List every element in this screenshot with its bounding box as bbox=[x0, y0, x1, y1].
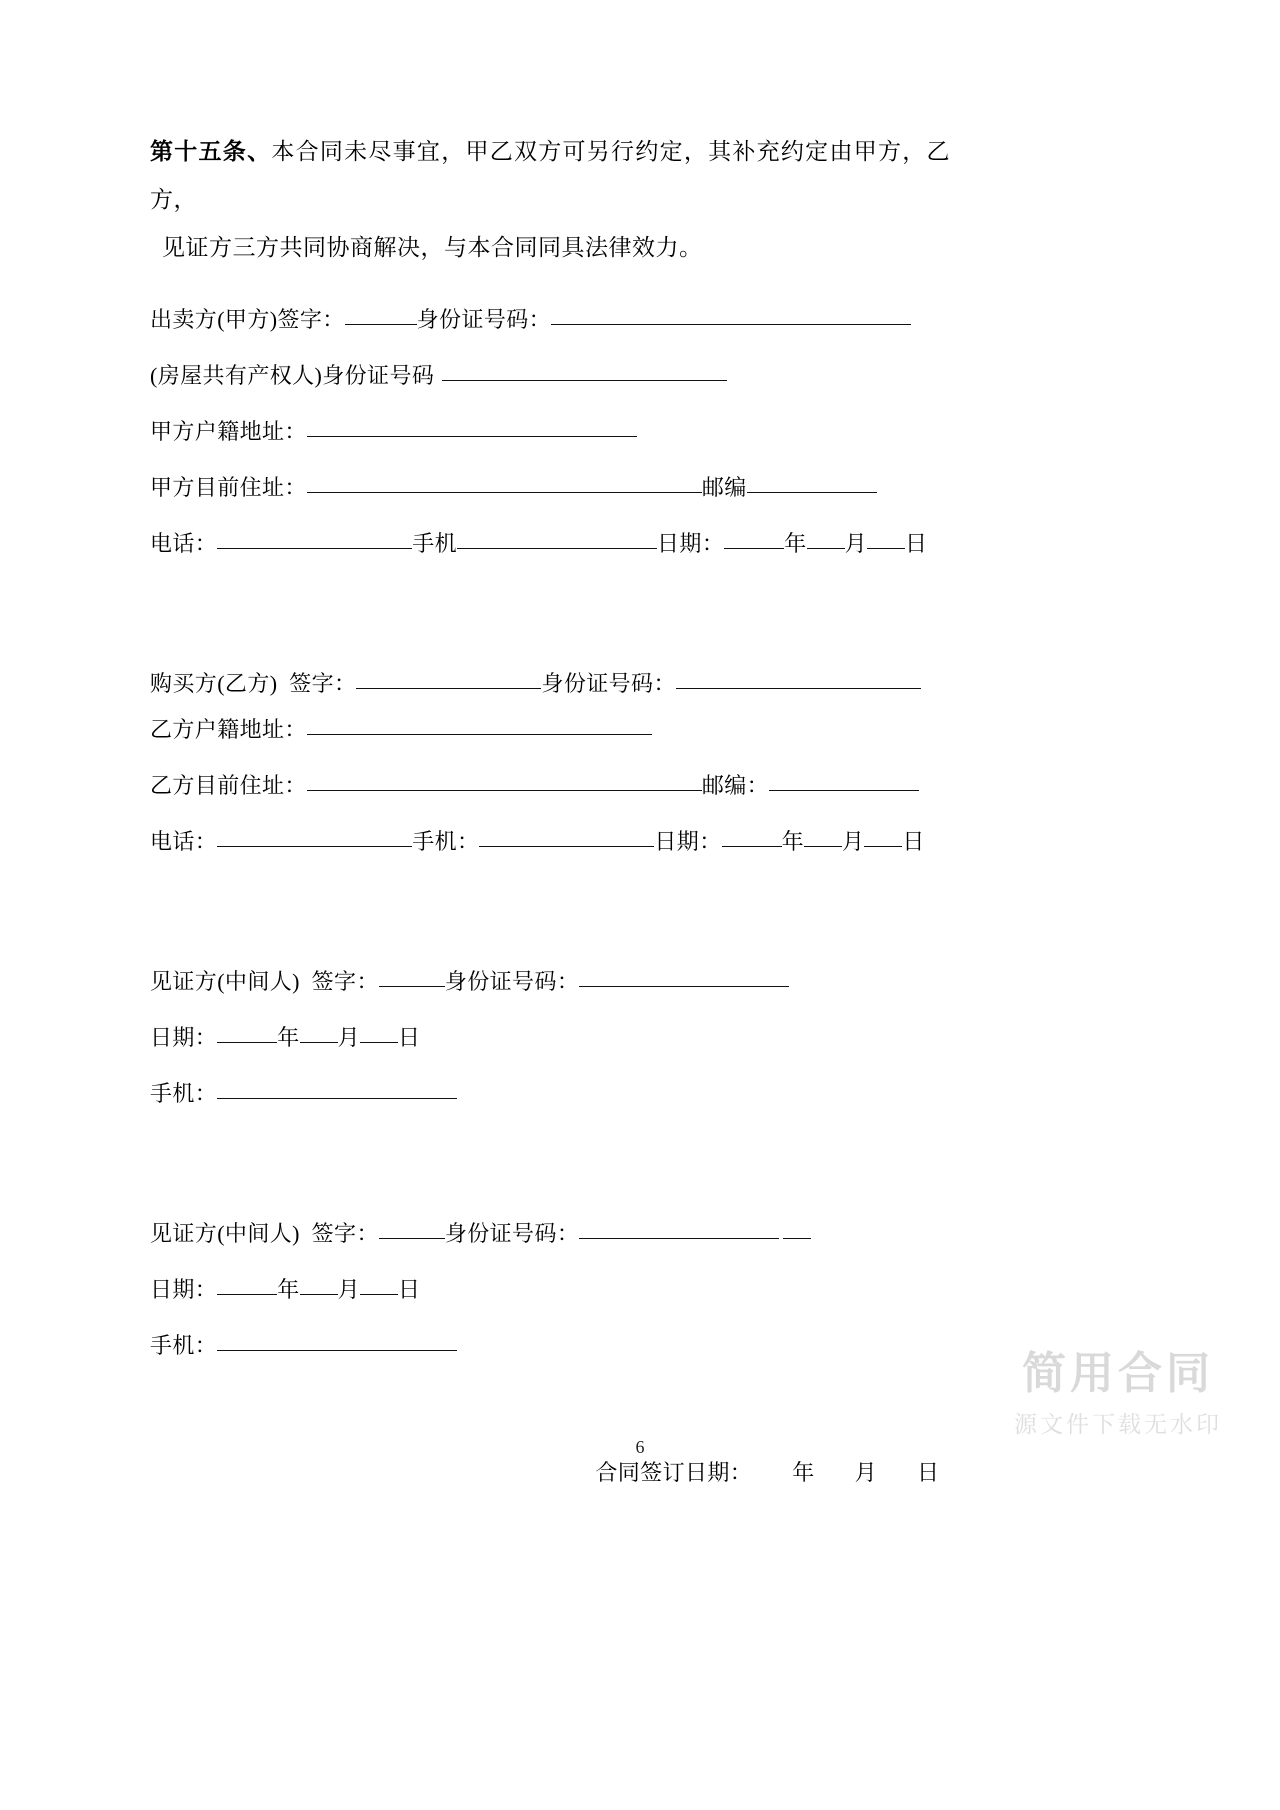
witness-two-date-year-blank[interactable] bbox=[217, 1272, 277, 1295]
seller-current-address-label: 甲方目前住址： bbox=[150, 475, 307, 500]
buyer-signature-label: 购买方(乙方) 签字： bbox=[150, 671, 357, 696]
seller-hukou-blank[interactable] bbox=[307, 414, 637, 437]
witness-two-date-month-label: 月 bbox=[337, 1277, 361, 1302]
witness-two-signature-row bbox=[150, 1214, 950, 1254]
witness-two-id-label: 身份证号码： bbox=[444, 1221, 580, 1246]
buyer-date-month-label: 月 bbox=[842, 829, 865, 854]
watermark-subtitle: 源文件下载无水印 bbox=[1014, 1412, 1222, 1438]
clause-fifteen-line1: 本合同未尽事宜，甲乙双方可另行约定，其补充约定由甲方，乙方， bbox=[150, 139, 950, 212]
contract-sign-date-label: 合同签订日期： bbox=[595, 1460, 753, 1485]
buyer-mobile-blank[interactable] bbox=[479, 824, 654, 847]
seller-mobile-blank[interactable] bbox=[457, 526, 657, 549]
buyer-tel-label: 电话： bbox=[150, 829, 218, 854]
witness-one-id-label: 身份证号码： bbox=[444, 969, 580, 994]
buyer-hukou-blank[interactable] bbox=[307, 712, 652, 735]
seller-id-blank[interactable] bbox=[551, 302, 911, 325]
witness-two-id-blank-extra[interactable] bbox=[783, 1216, 811, 1239]
seller-id-label: 身份证号码： bbox=[416, 307, 552, 332]
clause-fifteen-lead: 第十五条、 bbox=[150, 139, 272, 164]
witness-two-mobile-label: 手机： bbox=[150, 1333, 218, 1358]
witness-two-date-row bbox=[150, 1270, 950, 1310]
seller-tel-blank[interactable] bbox=[217, 526, 412, 549]
watermark-brand: 简用合同 bbox=[1022, 1348, 1214, 1399]
witness-one-date-year-label: 年 bbox=[277, 1025, 300, 1050]
seller-signature-block bbox=[150, 300, 950, 564]
buyer-date-day-blank[interactable] bbox=[864, 824, 902, 847]
seller-mobile-label: 手机 bbox=[412, 531, 458, 556]
spacer-witness-one-two bbox=[150, 1130, 950, 1186]
witness-one-signature-blank[interactable] bbox=[379, 964, 445, 987]
seller-signature-row bbox=[150, 300, 950, 340]
seller-hukou-label: 甲方户籍地址： bbox=[150, 419, 307, 444]
buyer-signature-row bbox=[150, 664, 950, 704]
buyer-signature-block bbox=[150, 664, 950, 862]
witness-two-date-year-label: 年 bbox=[277, 1277, 300, 1302]
witness-one-date-day-blank[interactable] bbox=[360, 1020, 398, 1043]
seller-date-day-label: 日 bbox=[905, 531, 928, 556]
witness-one-date-day-label: 日 bbox=[398, 1025, 421, 1050]
seller-date-year-label: 年 bbox=[784, 531, 807, 556]
contract-sign-date-year: 年 bbox=[792, 1460, 815, 1485]
co-owner-id-row bbox=[150, 356, 950, 396]
seller-current-address-blank[interactable] bbox=[307, 470, 702, 493]
witness-two-mobile-blank[interactable] bbox=[217, 1328, 457, 1351]
witness-one-signature-label: 见证方(中间人) 签字： bbox=[150, 969, 379, 994]
buyer-mobile-label: 手机： bbox=[412, 829, 480, 854]
buyer-hukou-label: 乙方户籍地址： bbox=[150, 717, 307, 742]
witness-two-signature-label: 见证方(中间人) 签字： bbox=[150, 1221, 379, 1246]
buyer-postcode-blank[interactable] bbox=[769, 768, 919, 791]
witness-two-id-blank[interactable] bbox=[579, 1216, 779, 1239]
seller-date-month-blank[interactable] bbox=[807, 526, 845, 549]
witness-two-date-day-blank[interactable] bbox=[360, 1272, 398, 1295]
witness-one-block bbox=[150, 962, 950, 1114]
seller-date-day-blank[interactable] bbox=[867, 526, 905, 549]
buyer-date-day-label: 日 bbox=[902, 829, 925, 854]
witness-one-date-row bbox=[150, 1018, 950, 1058]
seller-signature-blank[interactable] bbox=[345, 302, 417, 325]
document-content bbox=[150, 128, 950, 1513]
buyer-date-month-blank[interactable] bbox=[804, 824, 842, 847]
seller-contact-row bbox=[150, 524, 950, 564]
watermark bbox=[1014, 1348, 1222, 1438]
seller-postcode-label: 邮编 bbox=[701, 475, 747, 500]
buyer-current-address-row bbox=[150, 766, 950, 806]
witness-one-date-label: 日期： bbox=[150, 1025, 218, 1050]
contract-sign-date-day: 日 bbox=[917, 1460, 940, 1485]
clause-fifteen bbox=[150, 128, 950, 272]
co-owner-id-label: (房屋共有产权人)身份证号码 bbox=[150, 363, 435, 388]
spacer-buyer-witness-one bbox=[150, 878, 950, 934]
buyer-signature-blank[interactable] bbox=[356, 666, 541, 689]
witness-one-date-month-blank[interactable] bbox=[300, 1020, 338, 1043]
seller-date-year-blank[interactable] bbox=[724, 526, 784, 549]
buyer-date-year-blank[interactable] bbox=[722, 824, 782, 847]
buyer-current-address-blank[interactable] bbox=[307, 768, 702, 791]
buyer-contact-row bbox=[150, 822, 950, 862]
buyer-tel-blank[interactable] bbox=[217, 824, 412, 847]
page-number: 6 bbox=[635, 1437, 645, 1457]
seller-hukou-row bbox=[150, 412, 950, 452]
buyer-id-label: 身份证号码： bbox=[541, 671, 676, 696]
witness-one-mobile-row bbox=[150, 1074, 950, 1114]
witness-one-mobile-label: 手机： bbox=[150, 1081, 218, 1106]
seller-date-label: 日期： bbox=[657, 531, 725, 556]
seller-tel-label: 电话： bbox=[150, 531, 218, 556]
witness-one-date-year-blank[interactable] bbox=[217, 1020, 277, 1043]
seller-current-address-row bbox=[150, 468, 950, 508]
buyer-postcode-label: 邮编： bbox=[701, 773, 770, 798]
buyer-date-label: 日期： bbox=[654, 829, 722, 854]
witness-two-date-month-blank[interactable] bbox=[300, 1272, 338, 1295]
co-owner-id-blank[interactable] bbox=[442, 358, 727, 381]
buyer-date-year-label: 年 bbox=[781, 829, 805, 854]
buyer-id-blank[interactable] bbox=[676, 666, 921, 689]
seller-postcode-blank[interactable] bbox=[747, 470, 877, 493]
witness-one-date-month-label: 月 bbox=[337, 1025, 361, 1050]
witness-two-date-label: 日期： bbox=[150, 1277, 218, 1302]
witness-one-mobile-blank[interactable] bbox=[217, 1076, 457, 1099]
buyer-hukou-row bbox=[150, 710, 950, 750]
witness-one-id-blank[interactable] bbox=[579, 964, 789, 987]
clause-fifteen-line2: 见证方三方共同协商解决，与本合同同具法律效力。 bbox=[162, 235, 703, 260]
seller-date-month-label: 月 bbox=[844, 531, 868, 556]
spacer-seller-buyer bbox=[150, 580, 950, 636]
witness-one-signature-row bbox=[150, 962, 950, 1002]
witness-two-mobile-row bbox=[150, 1326, 950, 1366]
buyer-current-address-label: 乙方目前住址： bbox=[150, 773, 307, 798]
contract-sign-date-month: 月 bbox=[854, 1460, 878, 1485]
seller-signature-label: 出卖方(甲方)签字： bbox=[150, 307, 345, 332]
witness-two-signature-blank[interactable] bbox=[379, 1216, 445, 1239]
witness-two-date-day-label: 日 bbox=[398, 1277, 421, 1302]
witness-two-block bbox=[150, 1214, 950, 1366]
